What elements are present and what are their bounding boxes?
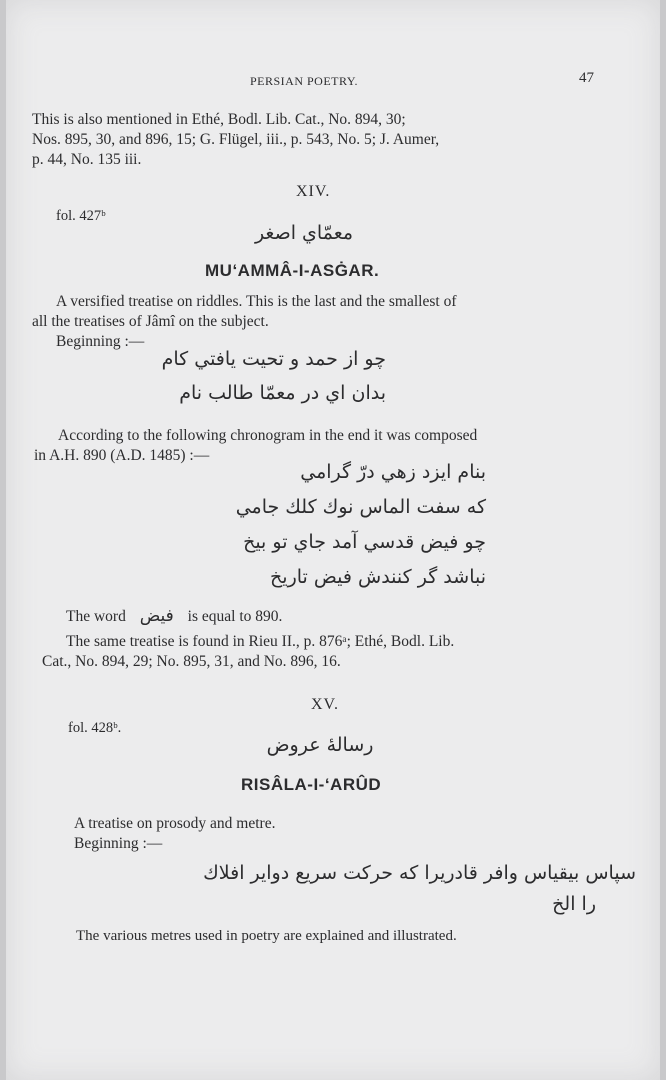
chronogram-line-2: in A.H. 890 (A.D. 1485) :— [34,447,210,464]
page-number: 47 [579,70,594,86]
section-15-beginning-line-1: سپاس بیقیاس وافر قادریرا که حرکت سریع دوایر افلاك [203,862,636,884]
section-15-description-text: A treatise on prosody and metre. [74,815,276,832]
section-15-beginning-line-2: را الخ [552,893,596,915]
word-note-arabic: فیض [139,606,174,626]
section-14-description [32,292,457,352]
section-15-description [74,814,275,854]
same-treatise-line-1: The same treatise is found in Rieu II., p. 876ᵃ; Ethé, Bodl. Lib. [66,633,455,650]
same-treatise-line-2: Cat., No. 894, 29; No. 895, 31, and No. 896, 16. [42,653,341,670]
chronogram-verse-2: که سفت الماس نوك كلك جامي [235,496,486,518]
chronogram-line-1: According to the following chronogram in the end it was composed [58,427,478,444]
section-14-title: MU‘AMMÂ-I-ASĠAR. [205,261,380,280]
chronogram-verse-4: نباشد گر کنندش فیض تاریخ [270,566,486,588]
intro-line-1: This is also mentioned in Ethé, Bodl. Lib. Cat., No. 894, 30; [32,111,406,128]
section-15-persian-title: رسالهٔ عروض [266,734,374,756]
intro-line-2: Nos. 895, 30, and 896, 15; G. Flügel, iii., p. 543, No. 5; J. Aumer, [32,131,440,148]
book-page [6,0,660,1080]
word-note [66,606,282,627]
running-title: PERSIAN POETRY. [250,74,358,88]
section-14-folio: fol. 427ᵇ [56,208,106,224]
section-14-beginning-label: Beginning :— [56,333,145,350]
section-15-beginning-label: Beginning :— [74,835,163,852]
intro-line-3: p. 44, No. 135 iii. [32,151,142,168]
chronogram-intro [34,426,477,466]
chronogram-verse-1: بنام ایزد زهي درّ گرامي [300,461,486,483]
section-14-description-line-1: A versified treatise on riddles. This is the last and the smallest of [56,293,457,310]
intro-paragraph [32,110,439,170]
section-15-folio: fol. 428ᵇ. [68,720,122,736]
same-treatise-paragraph [42,632,454,672]
section-14-verse-1: چو از حمد و تحیت یافتي کام [161,348,386,370]
section-14-persian-title: معمّاي اصغر [254,222,354,244]
section-14-verse-2: بدان اي در معمّا طالب نام [179,382,386,404]
section-14-numeral: XIV. [296,183,331,200]
chronogram-verse-3: چو فیض قدسي آمد جاي تو بیخ [243,531,486,553]
section-14-description-line-2: all the treatises of Jâmî on the subject. [32,313,269,330]
section-15-title: RISÂLA-I-‘ARÛD [241,775,382,794]
word-note-after: is equal to 890. [187,608,283,625]
section-15-closing: The various metres used in poetry are explained and illustrated. [76,928,457,944]
section-15-numeral: XV. [311,696,340,713]
word-note-before: The word [66,608,126,625]
